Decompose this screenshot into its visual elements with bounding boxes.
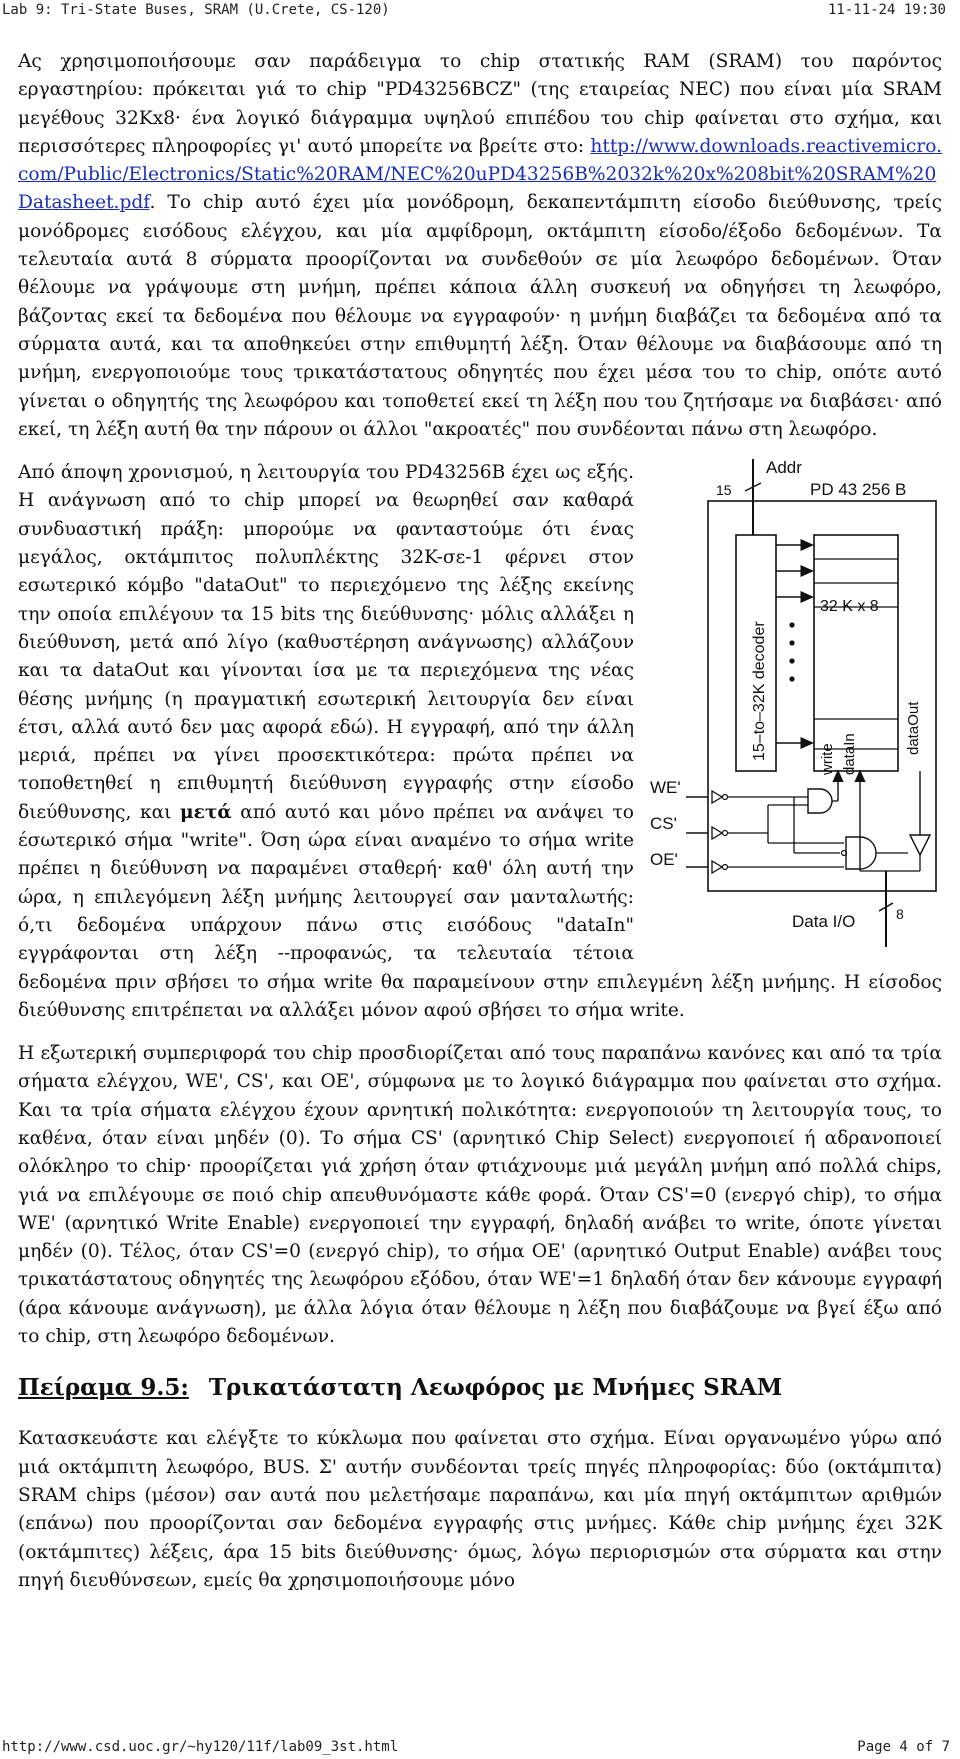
emphasis-after: μετά — [179, 801, 232, 823]
intro-text: Ας χρησιμοποιήσουμε σαν παράδειγμα το chip στατικής RAM (SRAM) του παρόντος εργαστηρίου: πρόκειται γιά το chip "PD43256BCZ" (της εταιρείας NEC) που είναι μία SRAM μεγέθους 32Kx8· ένα λογικό διάγραμμα υψηλού επιπέδου του chip φαίνεται στο σχήμα, και περισσότερες πληροφορίες γι' αυτό μπορείτε να βρείτε στο: — [18, 51, 942, 157]
array-size-label: 32 K x 8 — [820, 598, 879, 616]
and-gate-oe — [846, 837, 876, 869]
experiment-title: Τρικατάστατη Λεωφόρος με Μνήμες SRAM — [208, 1374, 783, 1402]
oe-label: OE' — [650, 850, 678, 870]
cs-label: CS' — [650, 814, 677, 834]
timing-paragraph — [18, 459, 942, 1025]
intro-text-cont: . Το chip αυτό έχει μία μονόδρομη, δεκαπεντάμπιτη είσοδο διεύθυνσης, τρείς μονόδρομες εισόδους ελέγχου, και μία αμφίδρομη, οκτάμπιτη είσοδο/έξοδο δεδομένων. Τα τελευταία αυτά 8 σύρματα προορίζονται να συνδεθούν σε μία λεωφόρο δεδομένων. Όταν θέλουμε να γράψουμε στη μνήμη, πρέπει κάποια άλλη συσκευή να οδηγήσει τη λεωφόρο, βάζοντας εκεί τα δεδομένα που θέλουμε να εγγραφούν· η μνήμη διαβάζει τα δεδομένα από τα σύρματα αυτά, και τα αποθηκεύει στην επιθυμητή λέξη. Όταν θέλουμε να διαβάσουμε από τη μνήμη, ενεργοποιούμε τους τρικατάστατους οδηγητές που έχει μέσα του το chip, οπότε αυτό γίνεται ο οδηγητής της λεωφόρου και τοποθετεί εκεί τη λέξη που του ζητήσαμε να διαβάσει· από εκεί, τη λέξη αυτή θα την πάρουν οι άλλοι "ακροατές" που συνδέονται πάνω στη λεωφόρο. — [18, 192, 942, 440]
inverter-bubble — [723, 795, 728, 800]
inverter-we — [712, 791, 722, 803]
chip-name: PD 43 256 B — [810, 480, 907, 500]
write-label: write — [819, 743, 836, 776]
data-width-label: 8 — [896, 906, 904, 923]
intro-paragraph — [18, 48, 942, 444]
we-label: WE' — [650, 778, 681, 798]
experiment-paragraph: Κατασκευάστε και ελέγξτε το κύκλωμα που φαίνεται στο σχήμα. Είναι οργανωμένο γύρω από μιά οκτάμπιτη λεωφόρο, BUS. Σ' αυτήν συνδέονται τρείς πηγές πληροφορίας: δύο (οκτάμπιτα) SRAM chips (μέσον) σαν αυτά που μελετήσαμε παραπάνω, και μία πηγή οκτάμπιτων αριθμών (επάνω) που προορίζονται σαν δεδομένα εγγραφής στις μνήμες. Κάθε chip μνήμης έχει 32K (οκτάμπιτες) λέξεις, άρα 15 bits διεύθυνσης· όμως, λόγω περιορισμών στα σύρματα και στην πηγή διευθύνσεων, εμείς θα χρησιμοποιήσουμε μόνο — [18, 1428, 942, 1591]
sram-logic-diagram — [648, 453, 948, 953]
browser-print-footer — [0, 1737, 960, 1759]
experiment-number: Πείραμα 9.5: — [18, 1374, 189, 1402]
page-title: Lab 9: Tri-State Buses, SRAM (U.Crete, CS-120) — [2, 2, 390, 18]
addr-width-label: 15 — [716, 482, 732, 499]
inverter-bubble — [723, 865, 728, 870]
ellipsis-dot — [789, 659, 794, 664]
control-signals-paragraph: Η εξωτερική συμπεριφορά του chip προσδιορίζεται από τους παραπάνω κανόνες και από τα τρία σήματα ελέγχου, WE', CS', και OE', σύμφωνα με το λογικό διάγραμμα που φαίνεται στο σχήμα. Και τα τρία σήματα ελέγχου έχουν αρνητική πολικότητα: ενεργοποιούν τη λειτουργία τους, το καθένα, όταν είναι μηδέν (0). Το σήμα CS' (αρνητικό Chip Select) ενεργοποιεί ή αδρανοποιεί ολόκληρο το chip· προορίζεται γιά χρήση όταν φτιάχνουμε μιά μεγάλη μνήμη από πολλά chips, γιά να επιλέγουμε σε ποιό chip απευθυνόμαστε κάθε φορά. Όταν CS'=0 (ενεργό chip), το σήμα WE' (αρνητικό Write Enable) ενεργοποιεί την εγγραφή, δηλαδή ανάβει το write, όποτε γίνεται μηδέν (0). Τέλος, όταν CS'=0 (ενεργό chip), το σήμα OE' (αρνητικό Output Enable) ανάβει τους τρικατάστατους οδηγητές της λεωφόρου εξόδου, όταν WE'=1 δηλαδή όταν δεν κάνουμε εγγραφή (άρα κάνουμε ανάγνωση), με άλλα λόγια όταν θέλουμε η λέξη που διαβάζουμε να βγεί έξω από το chip, στη λεωφόρο δεδομένων. — [18, 1043, 942, 1348]
datain-label: dataIn — [841, 733, 858, 776]
tristate-buffer — [910, 835, 930, 855]
ellipsis-dot — [789, 623, 794, 628]
print-timestamp: 11-11-24 19:30 — [827, 2, 946, 18]
dataout-label: dataOut — [905, 701, 922, 756]
ellipsis-dot — [789, 677, 794, 682]
ellipsis-dot — [789, 641, 794, 646]
datasheet-link[interactable]: http://www.downloads.reactivemicro.com/Public/Electronics/Static%20RAM/NEC%20uPD43256B%2032k%20x%208bit%20SRAM%20Datasheet.pdf — [18, 135, 942, 214]
decoder-label: 15–to–32K decoder — [751, 621, 768, 762]
document-body — [18, 48, 942, 1610]
timing-text: Από άποψη χρονισμού, η λειτουργία του PD43256B έχει ως εξής. Η ανάγνωση από το chip μπορεί να θεωρηθεί σαν καθαρά συνδυαστική πράξη: μπορούμε να φανταστούμε ότι ένας μεγάλος, οκτάμπιτος πολυπλέκτης 32K-σε-1 φέρνει στον εσωτερικό κόμβο "dataOut" το περιεχόμενο της λέξης εκείνης την οποία επιλέγουν τα 15 bits της διεύθυνσης· μόλις αλλάξει η διεύθυνση, μετά από λίγο (καθυστέρηση ανάγνωσης) αλλάζουν και τα dataOut και γίνονται ίσα με τα περιεχόμενα της νέας θέσης μνήμης (η πραγματική εσωτερική λειτουργία δεν είναι έτσι, αλλά αυτό δεν μας αφορά εδώ). Η εγγραφή, από την άλλη μεριά, πρέπει να γίνει προσεκτικότερα: πρώτα πρέπει να τοποθετηθεί η επιθυμητή διεύθυνση εγγραφής στην είσοδο διεύθυνσης, και — [18, 462, 634, 823]
and-gate-write — [808, 789, 832, 813]
inverter-oe — [712, 861, 722, 873]
browser-print-header — [0, 0, 960, 22]
experiment-heading — [18, 1373, 942, 1403]
timing-text-cont: από αυτό και μόνο πρέπει να ανάψει το έσωτερικό σήμα "write". Όση ώρα είναι αναμένο το σήμα write πρέπει η διεύθυνση να παραμένει σταθερή· καθ' όλη αυτή την ώρα, η επιλεγόμενη λέξη μνήμης λειτουργεί σαν μανταλωτής: ό,τι δεδομένα υπάρχουν πάνω στις εισόδους "dataIn" εγγράφονται στη λέξη --προφανώς, τα τελευταία τέτοια δεδομένα πριν σβήσει το σήμα write θα παραμείνουν στην επιλεγμένη λέξη μνήμης. Η είσοδος διεύθυνσης επιτρέπεται να αλλάξει μόνον αφού σβήσει το σήμα write. — [18, 801, 942, 1021]
page-url: http://www.csd.uoc.gr/~hy120/11f/lab09_3st.html — [2, 1739, 399, 1755]
sram-diagram-svg — [648, 453, 948, 953]
inverter-cs — [712, 827, 722, 839]
page-number: Page 4 of 7 — [857, 1739, 950, 1755]
addr-label: Addr — [766, 458, 802, 478]
data-io-label: Data I/O — [792, 912, 856, 932]
inverter-bubble — [723, 831, 728, 836]
